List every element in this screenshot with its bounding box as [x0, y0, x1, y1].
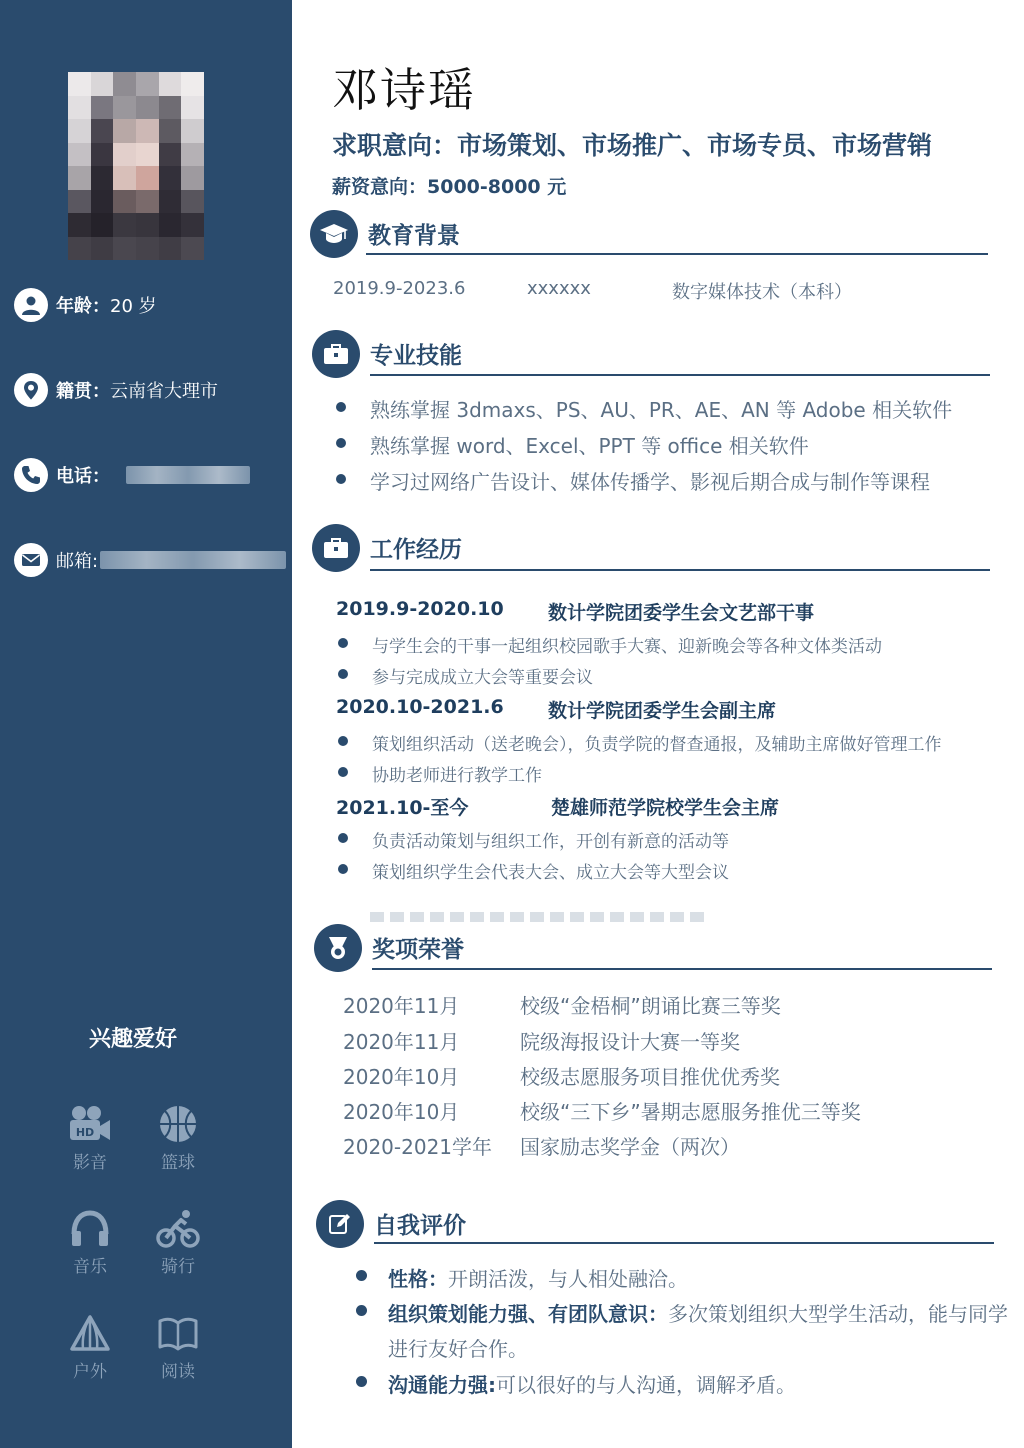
job-period: 2020.10-2021.6 — [336, 696, 504, 718]
work-item: 策划组织活动（送老晚会），负责学院的督查通报，及辅助主席做好管理工作 — [338, 730, 942, 755]
hobby-label: 户外 — [73, 1362, 107, 1382]
hobby-basketball — [143, 1104, 213, 1173]
section-divider — [366, 253, 988, 255]
evaluation-title: 自我评价 — [374, 1213, 466, 1239]
hobby-cycling — [143, 1208, 213, 1277]
job-period: 2021.10-至今 — [336, 797, 469, 819]
section-divider — [370, 374, 990, 376]
award-date: 2020年10月 — [343, 1100, 460, 1124]
evaluation-text: 开朗活泼，与人相处融洽。 — [448, 1267, 688, 1291]
skill-item: 熟练掌握 3dmaxs、PS、AU、PR、AE、AN 等 Adobe 相关软件 — [336, 394, 952, 423]
work-item: 与学生会的干事一起组织校园歌手大赛、迎新晚会等各种文体类活动 — [338, 632, 882, 657]
hobby-label: 骑行 — [161, 1257, 195, 1277]
hobby-label: 阅读 — [161, 1362, 195, 1382]
hobby-reading — [143, 1313, 213, 1382]
award-item — [343, 1061, 780, 1090]
tent-icon — [69, 1313, 111, 1353]
video-camera-icon — [68, 1104, 112, 1144]
award-text: 校级“三下乡”暑期志愿服务推优三等奖 — [520, 1100, 861, 1124]
job-heading — [336, 598, 815, 624]
evaluation-text: 可以很好的与人沟通，调解矛盾。 — [496, 1373, 796, 1397]
award-text: 校级志愿服务项目推优优秀奖 — [520, 1065, 780, 1089]
education-section-header — [310, 210, 460, 258]
award-date: 2020年11月 — [343, 1030, 460, 1054]
skills-title: 专业技能 — [370, 343, 462, 369]
age-value: 20 岁 — [110, 296, 157, 317]
awards-title: 奖项荣誉 — [372, 937, 464, 963]
evaluation-section-header — [316, 1200, 466, 1248]
section-divider — [372, 968, 992, 970]
hometown-row — [14, 373, 218, 407]
hobby-outdoor — [55, 1313, 125, 1382]
skill-item: 学习过网络广告设计、媒体传播学、影视后期合成与制作等课程 — [336, 466, 930, 495]
job-role: 数计学院团委学生会文艺部干事 — [548, 602, 815, 624]
job-period: 2019.9-2020.10 — [336, 598, 504, 620]
open-book-icon — [157, 1313, 199, 1353]
skills-section-header — [312, 330, 462, 378]
award-text: 国家励志奖学金（两次） — [520, 1135, 740, 1159]
basketball-icon — [158, 1104, 198, 1144]
phone-row — [14, 458, 250, 492]
work-item: 策划组织学生会代表大会、成立大会等大型会议 — [338, 858, 729, 883]
job-heading — [336, 696, 777, 722]
hobby-title: 兴趣爱好 — [88, 1027, 177, 1052]
hobby-music — [55, 1208, 125, 1277]
hobby-movies — [55, 1104, 125, 1173]
phone-value-redacted — [126, 466, 250, 484]
hobby-label: 篮球 — [161, 1153, 195, 1173]
person-icon — [14, 288, 48, 322]
age-label: 年龄： — [56, 296, 110, 317]
award-item — [343, 1131, 740, 1160]
faded-text-remnant — [370, 912, 710, 922]
cyclist-icon — [156, 1208, 200, 1248]
hobby-label: 音乐 — [73, 1257, 107, 1277]
award-item — [343, 1026, 740, 1055]
job-intent: 求职意向：市场策划、市场推广、市场专员、市场营销 — [332, 131, 933, 160]
education-title: 教育背景 — [368, 223, 460, 249]
email-value-redacted — [100, 551, 286, 569]
award-text: 院级海报设计大赛一等奖 — [520, 1030, 740, 1054]
awards-section-header — [314, 924, 464, 972]
graduation-cap-icon — [310, 210, 358, 258]
briefcase-icon — [312, 524, 360, 572]
work-item: 负责活动策划与组织工作，开创有新意的活动等 — [338, 827, 729, 852]
work-item: 协助老师进行教学工作 — [338, 761, 542, 786]
email-row — [14, 543, 286, 577]
job-heading — [336, 793, 780, 820]
svg-text:HD: HD — [75, 1126, 95, 1139]
sidebar — [0, 0, 292, 1448]
hobby-label: 影音 — [73, 1153, 107, 1173]
award-item — [343, 1096, 861, 1125]
email-label: 邮箱: — [56, 551, 99, 572]
age-row — [14, 288, 157, 322]
phone-label: 电话： — [56, 466, 110, 487]
headphones-icon — [69, 1208, 111, 1248]
evaluation-text: 多次策划组织大型学生活动，能与同学进行友好合作。 — [388, 1302, 1008, 1361]
award-date: 2020-2021学年 — [343, 1135, 493, 1159]
education-period: 2019.9-2023.6 — [333, 278, 466, 299]
location-pin-icon — [14, 373, 48, 407]
mail-icon — [14, 543, 48, 577]
evaluation-key: 性格： — [388, 1267, 448, 1291]
salary-expectation: 薪资意向：5000-8000 元 — [332, 176, 567, 198]
phone-icon — [14, 458, 48, 492]
candidate-name: 邓诗瑶 — [332, 63, 476, 117]
hometown-label: 籍贯： — [56, 381, 110, 402]
award-item — [343, 990, 781, 1019]
award-date: 2020年11月 — [343, 994, 460, 1018]
job-role: 数计学院团委学生会副主席 — [548, 700, 777, 722]
section-divider — [374, 1242, 994, 1244]
evaluation-key: 沟通能力强: — [388, 1373, 496, 1397]
education-school: xxxxxx — [527, 278, 591, 299]
medal-icon — [314, 924, 362, 972]
skill-item: 熟练掌握 word、Excel、PPT 等 office 相关软件 — [336, 430, 809, 459]
work-title: 工作经历 — [370, 537, 462, 563]
pencil-edit-icon — [316, 1200, 364, 1248]
section-divider — [370, 569, 990, 571]
work-item: 参与完成成立大会等重要会议 — [338, 663, 593, 688]
profile-photo — [68, 72, 204, 260]
education-major: 数字媒体技术（本科） — [672, 282, 852, 303]
briefcase-icon — [312, 330, 360, 378]
hometown-value: 云南省大理市 — [110, 381, 218, 402]
evaluation-key: 组织策划能力强、有团队意识： — [388, 1302, 668, 1326]
job-role: 楚雄师范学院校学生会主席 — [551, 797, 780, 819]
award-text: 校级“金梧桐”朗诵比赛三等奖 — [520, 994, 781, 1018]
award-date: 2020年10月 — [343, 1065, 460, 1089]
work-section-header — [312, 524, 462, 572]
